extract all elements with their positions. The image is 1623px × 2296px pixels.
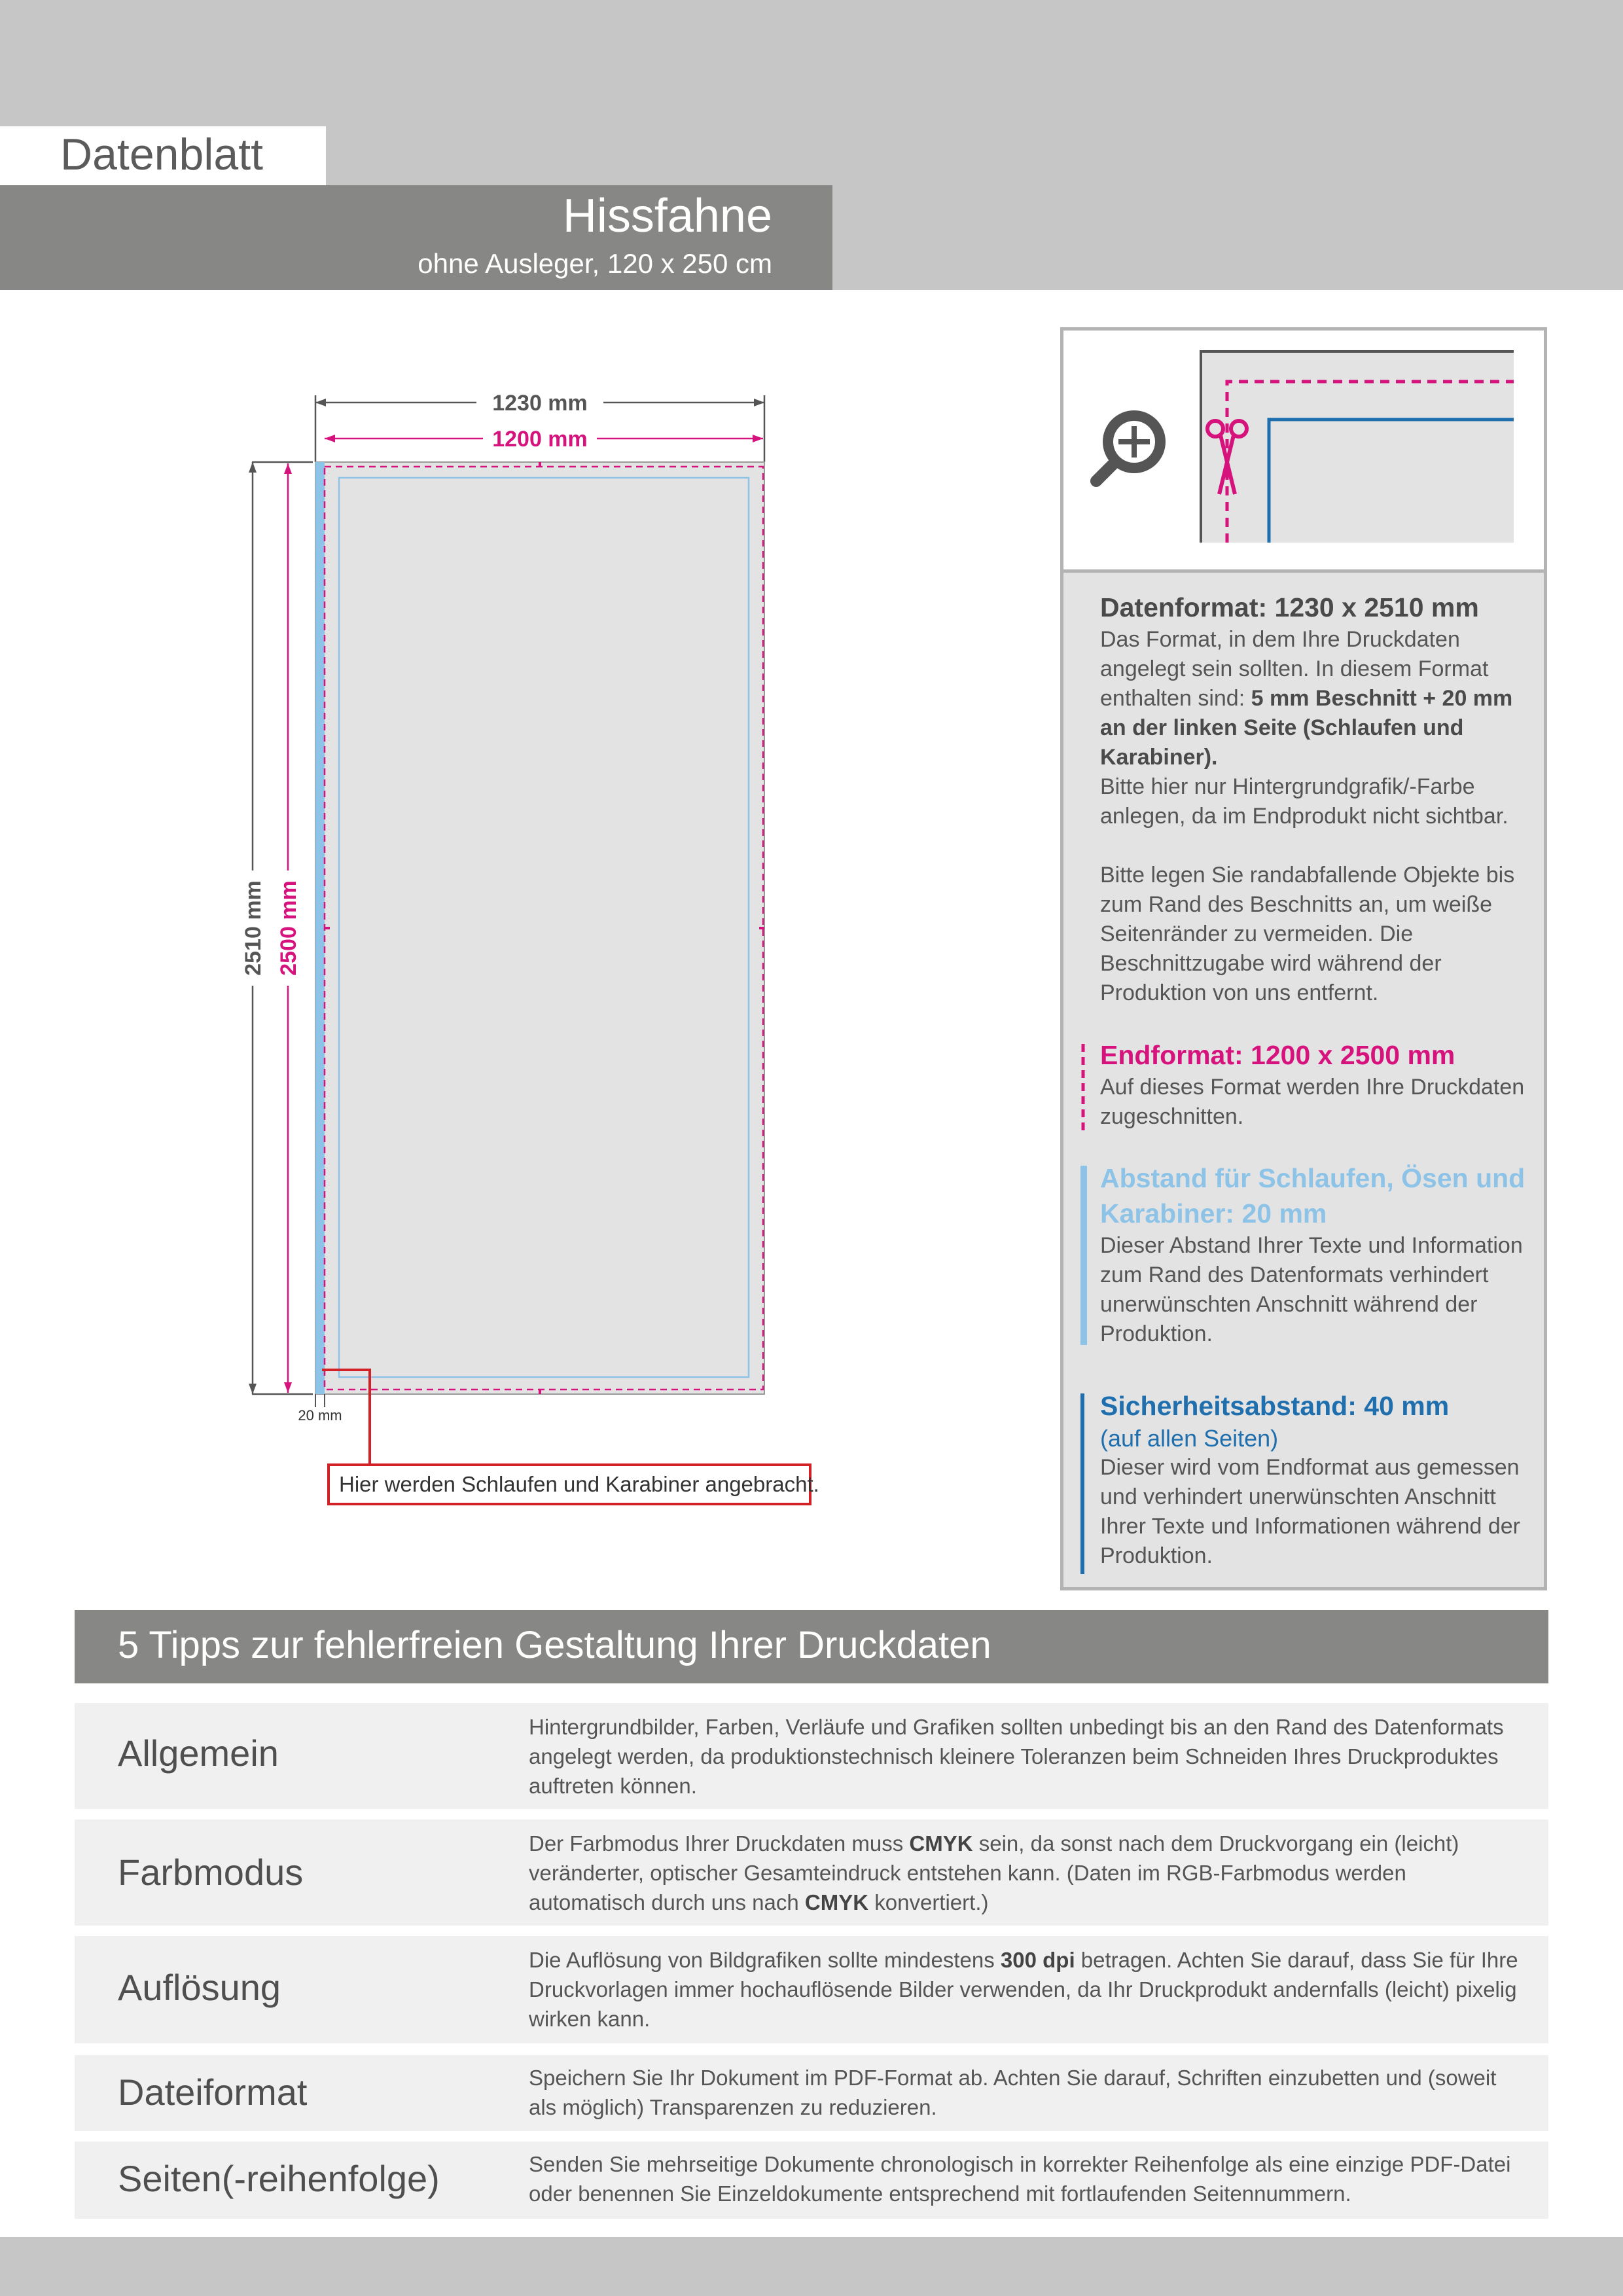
tip-text: Der Farbmodus Ihrer Druckdaten muss CMYK sein, da sonst nach dem Druckvorgang ein (leicht) veränderter, optischer Gesamteindruck entstehen kann. (Daten im RGB-Farbmodus werden automatisch durch uns nach CMYK konvertiert.) [529, 1831, 1459, 1914]
datenformat-section [1100, 590, 1532, 1008]
tips-heading: 5 Tipps zur fehlerfreien Gestaltung Ihrer Druckdaten [118, 1624, 991, 1666]
tip-row [75, 1936, 1548, 2043]
width-final-label: 1200 mm [492, 427, 588, 452]
strip-dimension [315, 1394, 325, 1407]
zoom-detail-illustration [1063, 331, 1544, 569]
info-panel [1060, 327, 1547, 1590]
tip-label: Farbmodus [118, 1852, 304, 1893]
tip-row [75, 1703, 1548, 1809]
abstand-marker [1080, 1166, 1087, 1345]
height-data-label: 2510 mm [241, 880, 266, 976]
abstand-text: Dieser Abstand Ihrer Texte und Information zum Rand des Datenformats verhindert unerwünschten Anschnitt während der Produktion. [1100, 1233, 1523, 1346]
product-subtitle: ohne Ausleger, 120 x 250 cm [418, 248, 772, 279]
flag-diagram [0, 0, 982, 1558]
tip-text: Senden Sie mehrseitige Dokumente chronologisch in korrekter Reihenfolge als eine einzige PDF-Datei oder benennen Sie Einzeldokumente entsprechend mit fortlaufenden Seitennummern. [529, 2152, 1511, 2206]
tip-label: Dateiformat [118, 2072, 308, 2113]
callout-box [327, 1463, 819, 1505]
callout-text: Hier werden Schlaufen und Karabiner angebracht. [339, 1472, 819, 1496]
height-final-label: 2500 mm [276, 880, 301, 976]
sicherheit-subtitle: (auf allen Seiten) [1100, 1425, 1279, 1452]
endformat-section [1100, 1037, 1532, 1132]
sicherheit-text: Dieser wird vom Endformat aus gemessen und verhindert unerwünschten Anschnitt Ihrer Texte und Informationen während der Produktion. [1100, 1455, 1520, 1568]
width-data-label: 1230 mm [492, 391, 588, 416]
doc-label-text: Datenblatt [60, 130, 263, 179]
abstand-title: Abstand für Schlaufen, Ösen und Karabiner: 20 mm [1100, 1163, 1525, 1229]
abstand-section [1100, 1160, 1532, 1349]
footer-band [0, 2237, 1623, 2296]
datenformat-text-1: Das Format, in dem Ihre Druckdaten angelegt sein sollten. In diesem Format enthalten sind: 5 mm Beschnitt + 20 mm an der linken Seite (Schlaufen und Karabiner). [1100, 627, 1513, 770]
datenformat-text-2: Bitte hier nur Hintergrundgrafik/-Farbe anlegen, da im Endprodukt nicht sichtbar. [1100, 774, 1508, 829]
product-title: Hissfahne [562, 190, 772, 242]
tip-label: Auflösung [118, 1967, 281, 2008]
tip-label: Allgemein [118, 1732, 279, 1774]
tip-row [75, 1820, 1548, 1926]
datenformat-text-3: Bitte legen Sie randabfallende Objekte bis zum Rand des Beschnitts an, um weiße Seitenränder zu vermeiden. Die Beschnittzugabe wird während der Produktion von uns entfernt. [1100, 863, 1515, 1005]
tips-heading-bar [75, 1610, 1548, 1683]
zoom-detail-box [1063, 331, 1544, 573]
strip-label: 20 mm [298, 1407, 342, 1424]
endformat-title: Endformat: 1200 x 2500 mm [1100, 1040, 1455, 1070]
endformat-marker [1080, 1044, 1086, 1136]
tip-row [75, 2142, 1548, 2219]
zoom-in-icon [1096, 410, 1166, 481]
sicherheit-marker [1080, 1393, 1084, 1574]
tip-text: Die Auflösung von Bildgrafiken sollte mindestens 300 dpi betragen. Achten Sie darauf, dass Sie für Ihre Druckvorlagen immer hochauflösende Bilder verwenden, da Ihr Druckprodukt andernfalls (leicht) pixelig wirken kann. [529, 1948, 1518, 2031]
datenformat-title: Datenformat: 1230 x 2510 mm [1100, 592, 1479, 622]
loop-strip [315, 462, 325, 1394]
tip-row [75, 2055, 1548, 2131]
tip-label: Seiten(-reihenfolge) [118, 2158, 440, 2199]
sicherheit-section [1100, 1388, 1532, 1571]
sicherheit-title: Sicherheitsabstand: 40 mm [1100, 1391, 1450, 1421]
flag-data-area [315, 462, 764, 1394]
tip-text: Hintergrundbilder, Farben, Verläufe und Grafiken sollten unbedingt bis an den Rand des Datenformats angelegt werden, da produktionstechnisch kleinere Toleranzen beim Schneiden Ihres Druckproduktes auftreten können. [529, 1715, 1504, 1798]
endformat-text: Auf dieses Format werden Ihre Druckdaten zugeschnitten. [1100, 1075, 1525, 1129]
tip-text: Speichern Sie Ihr Dokument im PDF-Format ab. Achten Sie darauf, Schriften einzubetten und (soweit als möglich) Transparenzen zu reduzieren. [529, 2066, 1497, 2119]
